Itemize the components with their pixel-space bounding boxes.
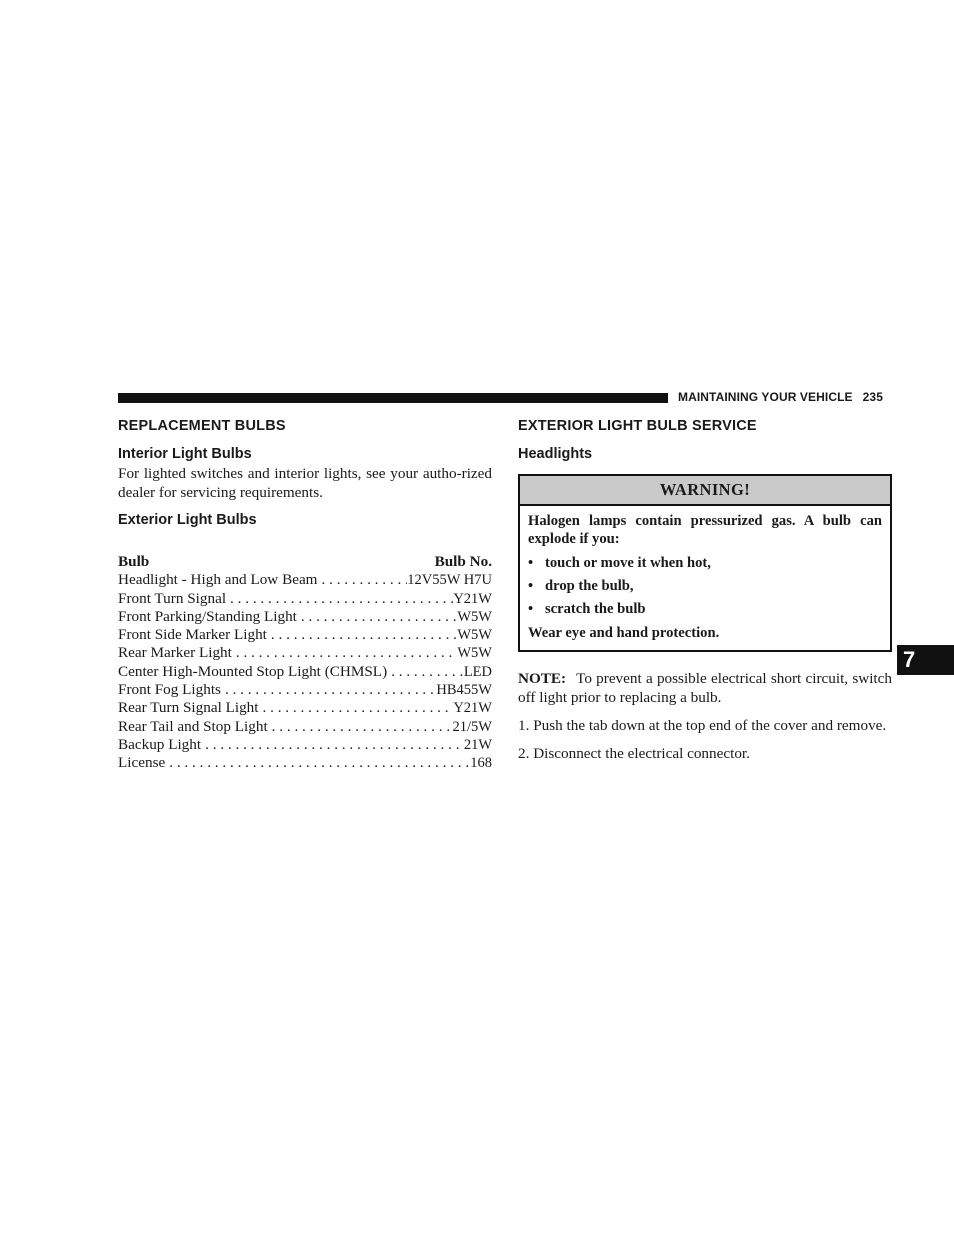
section-title: MAINTAINING YOUR VEHICLE — [678, 390, 853, 404]
dot-leader — [232, 644, 458, 662]
table-row — [118, 699, 492, 717]
warning-intro: Halogen lamps contain pressurized gas. A bulb can explode if you: — [528, 513, 882, 547]
bulb-number: W5W — [457, 645, 492, 662]
chapter-tab: 7 — [897, 645, 954, 675]
bulb-number: 21W — [463, 736, 492, 753]
table-row — [118, 754, 492, 772]
bulb-name: Front Side Marker Light — [118, 626, 267, 644]
warning-list-item: • scratch the bulb — [528, 601, 646, 617]
bulb-column-header: Bulb — [118, 553, 150, 570]
interior-light-bulbs-heading: Interior Light Bulbs — [118, 446, 252, 462]
bulb-number: W5W — [457, 608, 492, 625]
exterior-light-bulbs-heading: Exterior Light Bulbs — [118, 512, 257, 528]
bulb-name: Rear Tail and Stop Light — [118, 717, 268, 735]
right-column — [518, 416, 892, 763]
table-row — [118, 608, 492, 626]
warning-body — [520, 506, 890, 650]
bulb-number: Y21W — [453, 590, 492, 607]
table-row — [118, 681, 492, 699]
table-row — [118, 718, 492, 736]
warning-title: WARNING! — [520, 476, 890, 506]
dot-leader — [268, 718, 453, 736]
bulb-number: W5W — [457, 627, 492, 644]
dot-leader — [226, 590, 453, 608]
bulb-name: Rear Turn Signal Light — [118, 699, 259, 717]
dot-leader — [267, 626, 457, 644]
header-rule — [118, 393, 668, 403]
note-text: To prevent a possible electrical short circuit, switch off light prior to replacing a bulb. — [518, 670, 892, 706]
dot-leader — [259, 699, 454, 717]
dot-leader — [165, 754, 470, 772]
table-row — [118, 663, 492, 681]
step-1: 1. Push the tab down at the top end of the cover and remove. — [518, 717, 887, 734]
table-row — [118, 571, 492, 589]
replacement-bulbs-heading: REPLACEMENT BULBS — [118, 418, 286, 434]
warning-list-item: • touch or move it when hot, — [528, 555, 711, 571]
warning-box — [518, 474, 892, 652]
note-paragraph — [518, 669, 892, 707]
bulb-name: Front Turn Signal — [118, 589, 227, 607]
left-column — [118, 416, 492, 773]
running-header — [678, 390, 883, 404]
page-number: 235 — [862, 390, 883, 404]
warning-closing: Wear eye and hand protection. — [528, 625, 720, 641]
bulb-name: License — [118, 754, 166, 772]
bulb-number: Y21W — [453, 700, 492, 717]
table-row — [118, 590, 492, 608]
bulb-name: Backup Light — [118, 735, 202, 753]
bullet-icon: • — [528, 555, 534, 571]
bulb-number-column-header: Bulb No. — [434, 553, 492, 570]
dot-leader — [297, 608, 457, 626]
headlights-heading: Headlights — [518, 446, 593, 462]
bulb-number: LED — [463, 663, 492, 680]
dot-leader — [387, 663, 464, 681]
table-row — [118, 736, 492, 754]
table-row — [118, 626, 492, 644]
step-2: 2. Disconnect the electrical connector. — [518, 745, 750, 762]
dot-leader — [318, 571, 408, 589]
warning-list — [528, 554, 882, 618]
note-label: NOTE: — [518, 670, 567, 687]
bulb-table — [118, 553, 492, 773]
bulb-number: HB455W — [436, 682, 492, 699]
bullet-icon: • — [528, 578, 534, 594]
bulb-number: 21/5W — [452, 718, 492, 735]
table-row — [118, 644, 492, 662]
warning-list-item: • drop the bulb, — [528, 578, 634, 594]
bulb-table-header — [118, 553, 492, 571]
bulb-name: Headlight - High and Low Beam — [118, 571, 318, 589]
bulb-name: Center High-Mounted Stop Light (CHMSL) — [118, 662, 388, 680]
bullet-icon: • — [528, 601, 534, 617]
interior-light-text: For lighted switches and interior lights, see your autho-rized dealer for servicing requirements. — [118, 465, 492, 501]
dot-leader — [201, 736, 464, 754]
bulb-name: Front Parking/Standing Light — [118, 607, 297, 625]
dot-leader — [221, 681, 436, 699]
bulb-number: 168 — [470, 755, 492, 772]
bulb-number: 12V55W H7U — [407, 572, 492, 589]
bulb-name: Rear Marker Light — [118, 644, 232, 662]
bulb-name: Front Fog Lights — [118, 681, 221, 699]
exterior-light-bulb-service-heading: EXTERIOR LIGHT BULB SERVICE — [518, 418, 757, 434]
